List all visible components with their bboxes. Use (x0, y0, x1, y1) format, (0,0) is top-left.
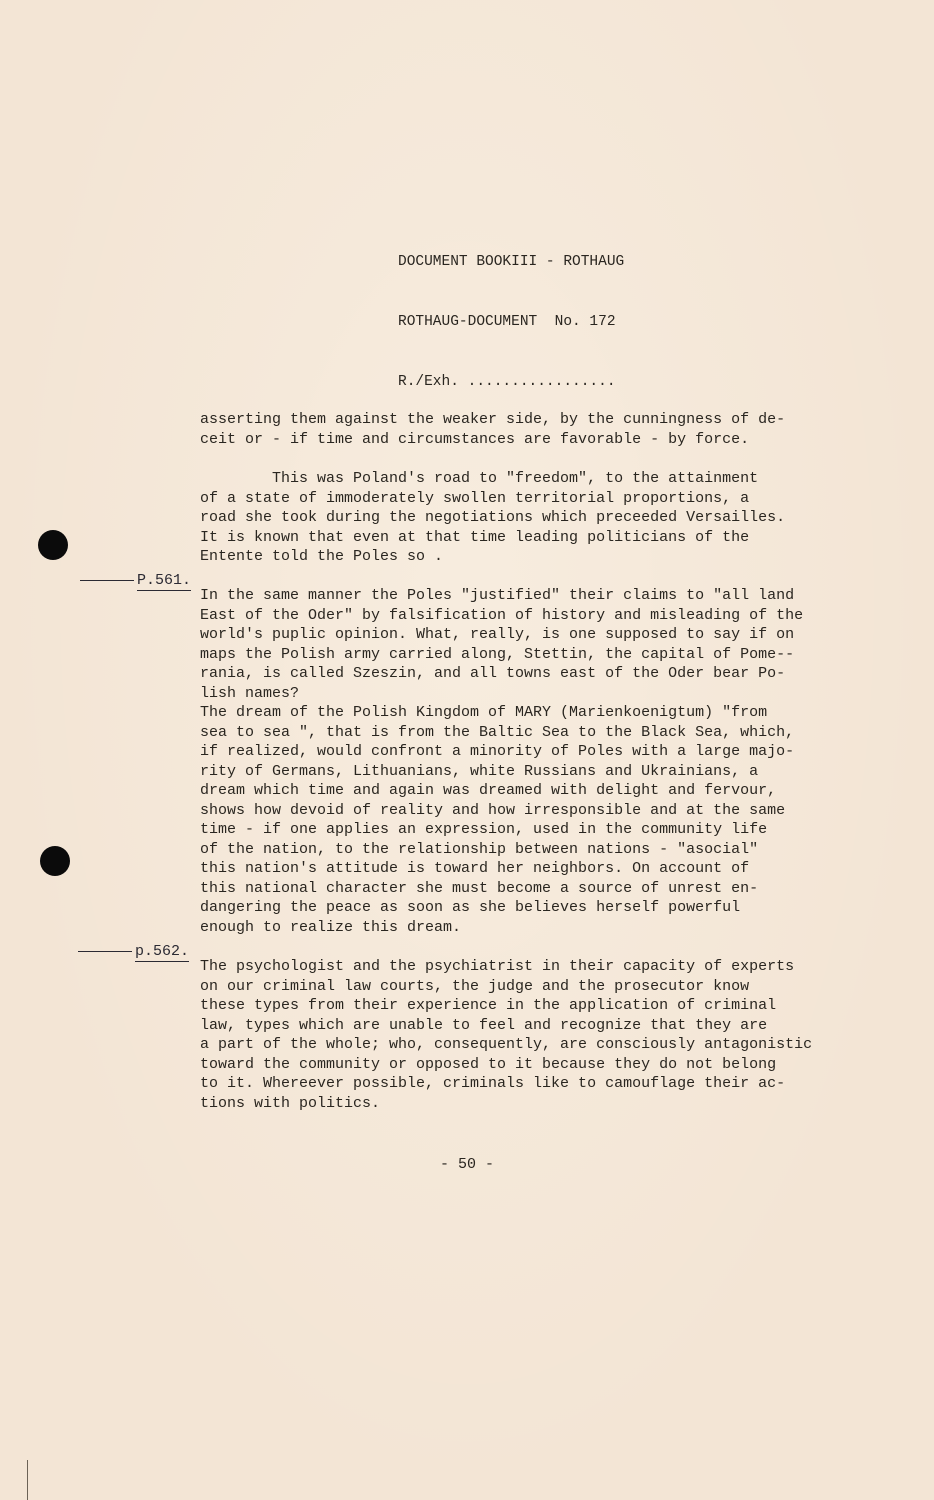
header-book-title: DOCUMENT BOOKIII - ROTHAUG (398, 254, 625, 270)
page-edge-mark (27, 1460, 28, 1500)
page-number: - 50 - (439, 1156, 494, 1173)
margin-note-label: P.561. (137, 572, 192, 589)
paragraph-polands-road: This was Poland's road to "freedom", to the attainment of a state of immoderately swollen territorial proportions, a road she took during the negotiations which preceeded Versailles. It is known that even at that time leading politicians of the Entente told the Poles so . (200, 470, 786, 565)
margin-note-p561 (80, 572, 191, 589)
margin-dash-line (80, 580, 134, 581)
paragraph-psychologist: The psychologist and the psychiatrist in their capacity of experts on our criminal law courts, the judge and the prosecutor know these types from their experience in the application of criminal law, types which are unable to feel and recognize that they are a part of the whole; who, consequently, are consciously antagonistic toward the community or opposed to it because they do not belong to it. Whereever possible, criminals like to camouflage their ac- tions with politics. (200, 958, 813, 1112)
margin-note-label: p.562. (135, 943, 190, 960)
paragraph-oder-claims: In the same manner the Poles "justified" their claims to "all land East of the Oder" by falsification of history and misleading of the world's puplic opinion. What, really, is one supposed to say if on maps the Polish army carried along, Stettin, the capital of Pome-- rania, is called Szeszin, and all towns east of the Oder bear Po- lish names? The dream of the Polish Kingdom of MARY (Marienkoenigtum) "from sea to sea ", that is from the Baltic Sea to the Black Sea, which, if realized, would confront a minority of Poles with a large majo- rity of Germans, Lithuanians, white Russians and Ukrainians, a dream which time and again was dreamed with delight and fervour, shows how devoid of reality and how irresponsible and at the same time - if one applies an expression, used in the community life of the nation, to the relationship between nations - "asocial" this nation's attitude is toward her neighbors. On account of this national character she must become a source of unrest en- dangering the peace as soon as she believes herself powerful enough to realize this dream. (200, 587, 804, 936)
margin-note-p562 (78, 943, 189, 960)
punch-hole (40, 846, 70, 876)
document-header (398, 212, 624, 432)
header-document-number: ROTHAUG-DOCUMENT No. 172 (398, 314, 616, 330)
paragraph-continuation: asserting them against the weaker side, by the cunningness of de- ceit or - if time and circumstances are favorable - by force. (200, 411, 786, 448)
margin-dash-line (78, 951, 132, 952)
punch-hole (38, 530, 68, 560)
header-exhibit-line: R./Exh. ................. (398, 374, 616, 390)
